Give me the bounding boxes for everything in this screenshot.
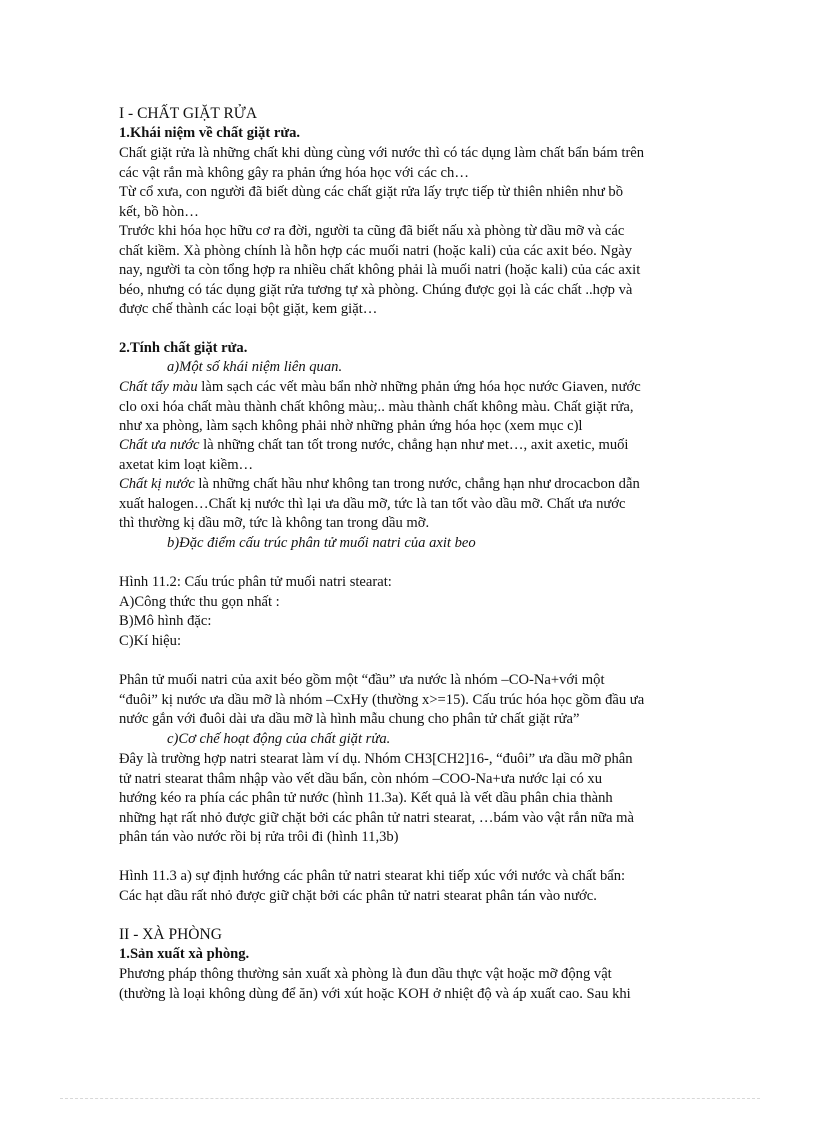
- subheading-tinh-chat: 2.Tính chất giặt rửa.: [119, 340, 248, 356]
- subsection-b-title: b)Đặc điểm cấu trúc phân tử muối natri của axit beo: [167, 535, 476, 551]
- paragraph-definition: [119, 144, 709, 183]
- text-line: chất kiềm. Xà phòng chính là hỗn hợp các muối natri (hoặc kali) của các axit béo. Ngày: [119, 242, 633, 259]
- text-line: “đuôi” kị nước ưa dầu mỡ là nhóm –CxHy (thường x>=15). Cấu trúc hóa học gồm đầu ưa: [119, 691, 645, 708]
- text-line: Đây là trường hợp natri stearat làm ví dụ. Nhóm CH3[CH2]16-, “đuôi” ưa dầu mỡ phân: [119, 751, 633, 767]
- subheading-san-xuat: 1.Sản xuất xà phòng.: [119, 946, 250, 962]
- paragraph-molecule-structure: [119, 671, 709, 730]
- text-line: những hạt rất nhỏ được giữ chặt bởi các phân tử natri stearat, …bám vào vật rắn nữa mà: [119, 809, 634, 826]
- text-fragment: làm sạch các vết màu bẩn nhờ những phản ứng hóa học nước Giaven, nước: [197, 379, 641, 395]
- paragraph-soap-origin: [119, 222, 709, 320]
- paragraph-chat-ki-nuoc: [119, 475, 709, 534]
- text-line: C)Kí hiệu:: [119, 632, 182, 649]
- text-line: nay, người ta còn tổng hợp ra nhiều chất không phải là muối natri (hoặc kali) của các axit: [119, 262, 641, 279]
- paragraph-production: [119, 965, 709, 1004]
- subsection-a-title: a)Một số khái niệm liên quan.: [167, 359, 343, 375]
- subheading-khai-niem: 1.Khái niệm về chất giặt rửa.: [119, 125, 301, 141]
- text-line: như xa phòng, làm sạch không phải nhờ những phản ứng hóa học (xem mục c)l: [119, 418, 583, 435]
- paragraph-history: [119, 183, 709, 222]
- text-line: béo, nhưng có tác dụng giặt rửa tương tự xà phòng. Chúng được gọi là các chất ..hợp và: [119, 281, 633, 298]
- text-line: Hình 11.2: Cấu trúc phân tử muối natri stearat:: [119, 574, 392, 590]
- text-line: tử natri stearat thâm nhập vào vết dầu bẩn, còn nhóm –COO-Na+ưa nước lại có xu: [119, 770, 603, 787]
- paragraph-chat-tay-mau: [119, 378, 709, 437]
- text-line: các vật rắn mà không gây ra phản ứng hóa học với các ch…: [119, 164, 469, 181]
- text-line: [119, 378, 709, 398]
- figure-11-2-caption: [119, 573, 709, 651]
- term-chat-ua-nuoc: Chất ưa nước: [119, 437, 200, 453]
- text-line: Chất giặt rửa là những chất khi dùng cùng với nước thì có tác dụng làm chất bẩn bám trên: [119, 145, 645, 161]
- section-heading-xa-phong: II - XÀ PHÒNG: [119, 926, 222, 943]
- figure-11-3-caption: [119, 867, 709, 906]
- text-line: Phân tử muối natri của axit béo gồm một “đầu” ưa nước là nhóm –CO-Na+với một: [119, 672, 605, 688]
- text-line: axetat kim loạt kiềm…: [119, 456, 254, 473]
- text-line: Phương pháp thông thường sản xuất xà phòng là đun dầu thực vật hoặc mỡ động vật: [119, 966, 612, 982]
- text-line: Hình 11.3 a) sự định hướng các phân tử natri stearat khi tiếp xúc với nước và chất bẩn:: [119, 868, 626, 884]
- text-line: hướng kéo ra phía các phân tử nước (hình 11.3a). Kết quả là vết dầu phân chia thành: [119, 790, 613, 807]
- term-chat-ki-nuoc: Chất kị nước: [119, 476, 195, 492]
- text-line: [119, 475, 709, 495]
- footer-divider: [60, 1098, 760, 1099]
- text-line: Các hạt dầu rất nhỏ được giữ chặt bởi các phân tử natri stearat phân tán vào nước.: [119, 887, 597, 904]
- text-line: nước gắn với đuôi dài ưa dầu mỡ là hình mẫu chung cho phân tử chất giặt rửa”: [119, 711, 580, 728]
- paragraph-chat-ua-nuoc: [119, 436, 709, 475]
- text-line: phân tán vào nước rồi bị rửa trôi đi (hình 11,3b): [119, 829, 399, 846]
- text-line: xuất halogen…Chất kị nước thì lại ưa dầu mỡ, tức là tan tốt vào dầu mỡ. Chất ưa nước: [119, 495, 626, 512]
- text-line: [119, 436, 709, 456]
- text-line: Trước khi hóa học hữu cơ ra đời, người ta cũng đã biết nấu xà phòng từ dầu mỡ và các: [119, 223, 625, 239]
- text-line: được chế thành các loại bột giặt, kem giặt…: [119, 301, 378, 318]
- text-line: (thường là loại không dùng để ăn) với xút hoặc KOH ở nhiệt độ và áp xuất cao. Sau khi: [119, 985, 631, 1002]
- text-line: kết, bồ hòn…: [119, 203, 199, 220]
- term-chat-tay-mau: Chất tẩy màu: [119, 379, 198, 395]
- text-line: B)Mô hình đặc:: [119, 613, 212, 630]
- subsection-c-title: c)Cơ chế hoạt động của chất giặt rửa.: [167, 731, 391, 747]
- text-fragment: là những chất hầu như không tan trong nước, chẳng hạn như drocacbon dẫn: [194, 476, 640, 492]
- text-fragment: là những chất tan tốt trong nước, chẳng hạn như met…, axit axetic, muối: [199, 437, 629, 453]
- text-line: A)Công thức thu gọn nhất :: [119, 593, 280, 610]
- text-line: thì thường kị dầu mỡ, tức là không tan trong dầu mỡ.: [119, 515, 430, 532]
- text-line: clo oxi hóa chất màu thành chất không màu;.. màu thành chất không màu. Chất giặt rửa,: [119, 398, 634, 415]
- section-heading-chat-giat-rua: I - CHẤT GIẶT RỬA: [119, 105, 258, 122]
- paragraph-mechanism: [119, 750, 709, 848]
- text-line: Từ cổ xưa, con người đã biết dùng các chất giặt rửa lấy trực tiếp từ thiên nhiên như bồ: [119, 184, 623, 200]
